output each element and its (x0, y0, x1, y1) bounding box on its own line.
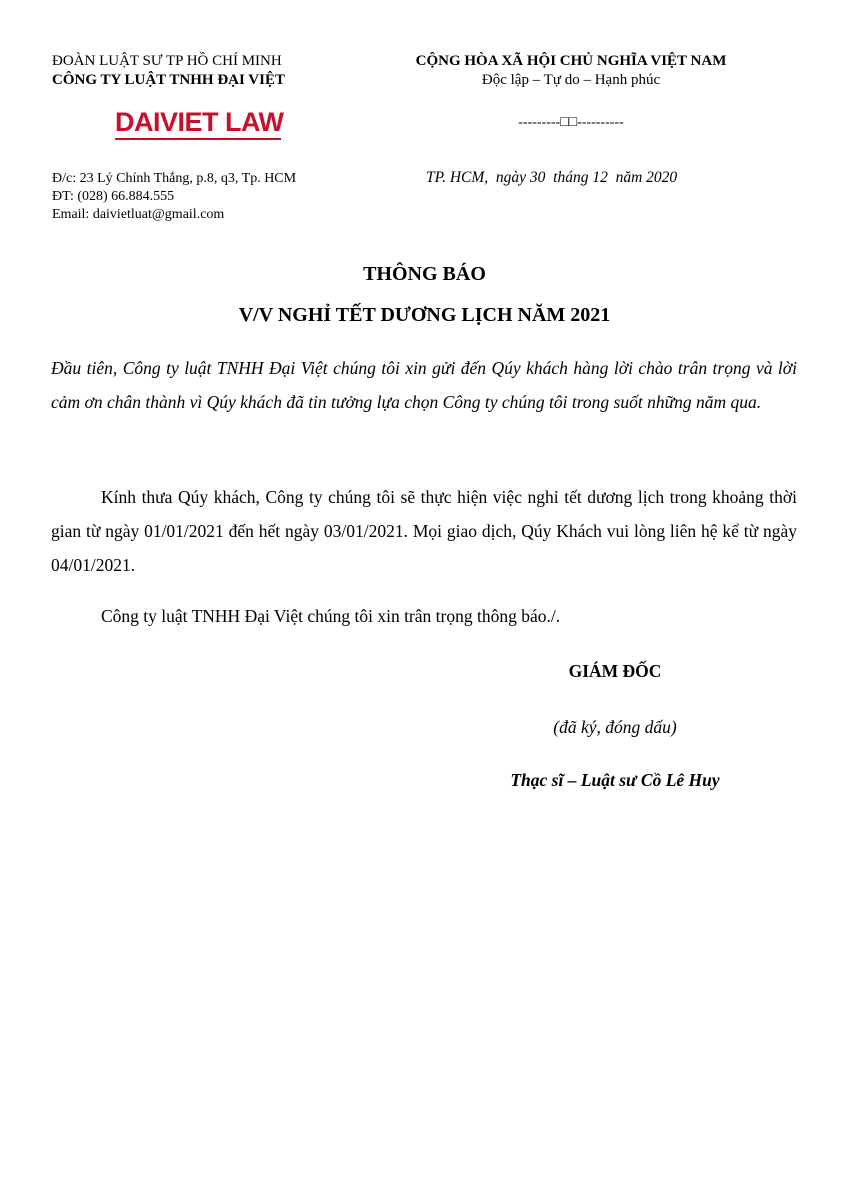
company-phone: ĐT: (028) 66.884.555 (52, 189, 175, 204)
signatory-name: Thạc sĩ – Luật sư Cồ Lê Huy (510, 770, 720, 790)
company-address: Đ/c: 23 Lý Chính Thắng, p.8, q3, Tp. HCM (52, 171, 297, 186)
logo-text: DAIVIET LAW (115, 107, 284, 137)
closing-paragraph: Công ty luật TNHH Đại Việt chúng tôi xin trân trọng thông báo./. (101, 606, 561, 626)
document-subject: V/V NGHỈ TẾT DƯƠNG LỊCH NĂM 2021 (238, 304, 611, 326)
document-date: TP. HCM, ngày 30 tháng 12 năm 2020 (426, 169, 678, 186)
signature-note: (đã ký, đóng dấu) (553, 717, 677, 737)
republic-heading: CỘNG HÒA XÃ HỘI CHỦ NGHĨA VIỆT NAM (415, 53, 727, 69)
header-separator: ---------□□---------- (518, 115, 624, 130)
intro-paragraph: Đầu tiên, Công ty luật TNHH Đại Việt chúng tôi xin gửi đến Qúy khách hàng lời chào trân trọng và lời cảm ơn chân thành vì Qúy khách đã tin tưởng lựa chọn Công ty chúng tôi trong suốt những năm qua. (51, 358, 797, 412)
notice-paragraph: Kính thưa Qúy khách, Công ty chúng tôi sẽ thực hiện việc nghỉ tết dương lịch trong khoảng thời gian từ ngày 01/01/2021 đến hết ngày 03/01/2021. Mọi giao dịch, Qúy Khách vui lòng liên hệ kể từ ngày 04/01/2021. (51, 487, 797, 575)
signatory-position: GIÁM ĐỐC (568, 661, 662, 681)
document-title: THÔNG BÁO (363, 263, 486, 285)
logo-underline (115, 138, 281, 140)
company-name: CÔNG TY LUẬT TNHH ĐẠI VIỆT (52, 72, 285, 88)
national-motto: Độc lập – Tự do – Hạnh phúc (481, 72, 661, 88)
law-association-name: ĐOÀN LUẬT SƯ TP HỒ CHÍ MINH (52, 53, 282, 69)
company-email: Email: daivietluat@gmail.com (52, 207, 225, 222)
